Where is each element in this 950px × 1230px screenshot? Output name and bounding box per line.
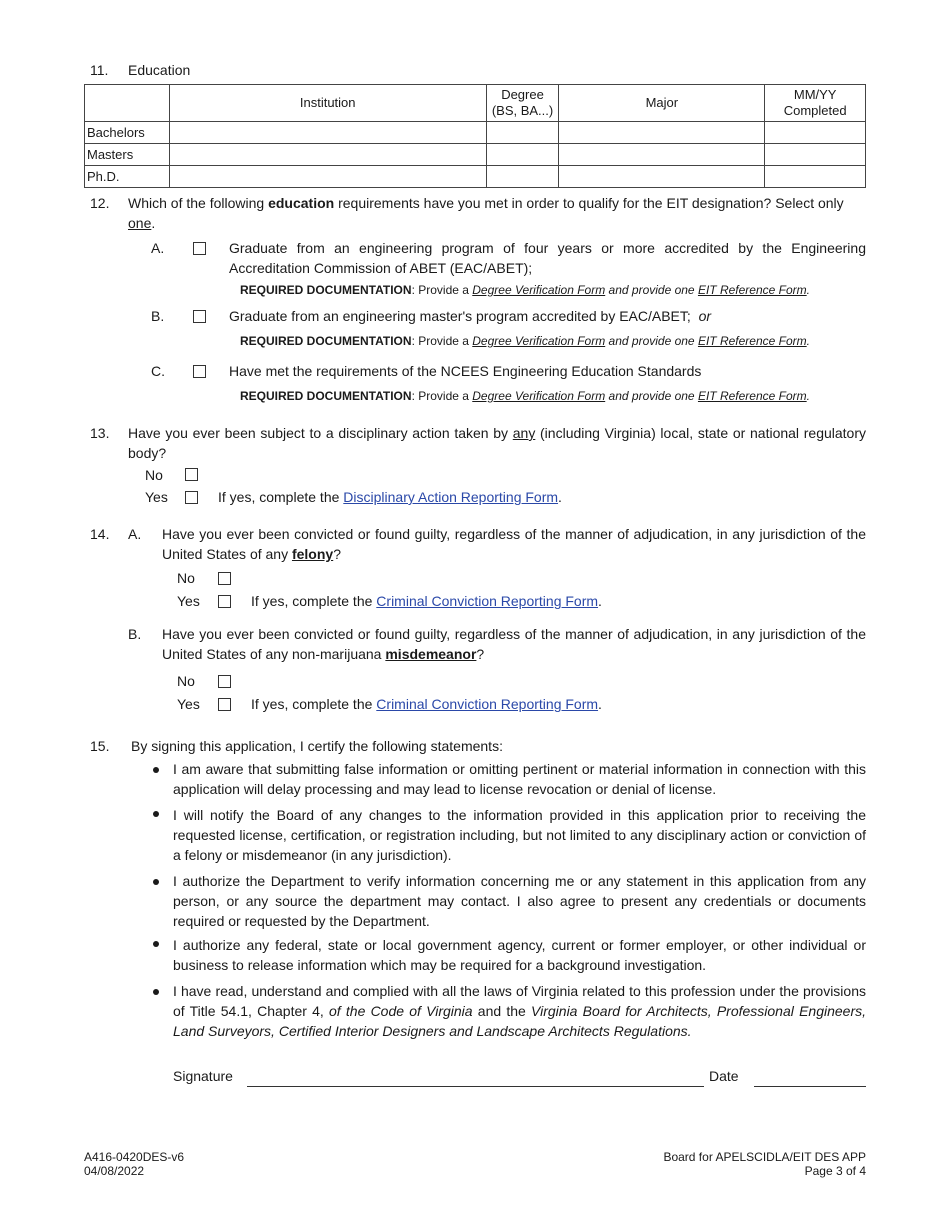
footer-left [84, 1150, 184, 1178]
q13-no-checkbox[interactable] [185, 468, 198, 481]
education-degree-cell[interactable] [486, 166, 559, 188]
q14-a-letter: A. [128, 526, 142, 542]
q15-statement-3: I authorize the Department to verify information concerning me or any statement in this application from any person, or any source the department may contact. I also agree to present any credentials or documents required or requested by the Department. [173, 873, 866, 929]
bullet-dot [153, 879, 159, 885]
q12-option-b-text: Graduate from an engineering master's program accredited by EAC/ABET; or [229, 308, 712, 324]
q12-option-a-text: Graduate from an engineering program of four years or more accredited by the Engineering Accreditation Commission of ABET (EAC/ABET); [229, 240, 866, 276]
q14-a-question: Have you ever been convicted or found guilty, regardless of the manner of adjudication, in any jurisdiction of the United States of any felony? [162, 526, 866, 562]
q13-yes-label: Yes [145, 489, 168, 505]
q14-b-if-yes: If yes, complete the Criminal Conviction Reporting Form. [251, 696, 602, 712]
q14-a-yes-label: Yes [177, 593, 200, 609]
form-date: 04/08/2022 [84, 1164, 145, 1178]
q12-option-b-checkbox[interactable] [193, 310, 206, 323]
signature-label: Signature [173, 1068, 233, 1084]
education-row-label: Masters [85, 144, 170, 166]
q12-option-b-doc: REQUIRED DOCUMENTATION: Provide a Degree Verification Form and provide one EIT Reference Form. [240, 334, 810, 348]
q15-intro: By signing this application, I certify the following statements: [131, 738, 503, 754]
q12-option-a-letter: A. [151, 240, 165, 256]
q13-question: Have you ever been subject to a disciplinary action taken by any (including Virginia) local, state or national regulatory body? [128, 425, 866, 461]
q15-number: 15. [90, 738, 110, 754]
q11-title: Education [128, 62, 191, 78]
education-table [84, 84, 866, 188]
education-completed-cell[interactable] [765, 144, 866, 166]
bullet-dot [153, 767, 159, 773]
date-label: Date [709, 1068, 739, 1084]
education-major-cell[interactable] [559, 122, 765, 144]
q12-option-c-doc: REQUIRED DOCUMENTATION: Provide a Degree Verification Form and provide one EIT Reference Form. [240, 389, 810, 403]
disciplinary-action-form-link[interactable]: Disciplinary Action Reporting Form [343, 489, 559, 505]
education-degree-cell[interactable] [486, 122, 559, 144]
education-row-phd [85, 166, 866, 188]
education-institution-cell[interactable] [169, 144, 486, 166]
education-row-label: Ph.D. [85, 166, 170, 188]
q13-yes-checkbox[interactable] [185, 491, 198, 504]
q12-option-c-letter: C. [151, 363, 165, 379]
education-header-institution: Institution [169, 85, 486, 122]
education-completed-cell[interactable] [765, 122, 866, 144]
education-institution-cell[interactable] [169, 122, 486, 144]
q13-number: 13. [90, 425, 110, 441]
education-row-masters [85, 144, 866, 166]
date-line[interactable] [754, 1086, 866, 1087]
education-institution-cell[interactable] [169, 166, 486, 188]
q14-b-no-checkbox[interactable] [218, 675, 231, 688]
q13-if-yes: If yes, complete the Disciplinary Action Reporting Form. [218, 489, 562, 505]
q11-number: 11. [90, 62, 109, 78]
footer-right [566, 1150, 866, 1178]
education-header-major: Major [559, 85, 765, 122]
criminal-conviction-form-link[interactable]: Criminal Conviction Reporting Form [376, 696, 599, 712]
q12-option-c-checkbox[interactable] [193, 365, 206, 378]
q15-statement-2: I will notify the Board of any changes to the information provided in this application prior to receiving the requested license, certification, or registration including, but not limited to any disciplinary action or conviction of a felony or misdemeanor (in any jurisdiction). [173, 807, 866, 863]
q14-b-yes-checkbox[interactable] [218, 698, 231, 711]
education-row-bachelors [85, 122, 866, 144]
form-code: A416-0420DES-v6 [84, 1150, 185, 1164]
q12-number: 12. [90, 195, 110, 211]
q14-a-yes-checkbox[interactable] [218, 595, 231, 608]
q14-a-no-checkbox[interactable] [218, 572, 231, 585]
education-header-degree: Degree (BS, BA...) [486, 85, 559, 122]
education-header-completed: MM/YY Completed [765, 85, 866, 122]
signature-line[interactable] [247, 1086, 704, 1087]
education-major-cell[interactable] [559, 144, 765, 166]
q12-option-c-text: Have met the requirements of the NCEES Engineering Education Standards [229, 363, 702, 379]
q12-option-a-doc: REQUIRED DOCUMENTATION: Provide a Degree Verification Form and provide one EIT Reference Form. [240, 283, 810, 297]
q13-no-label: No [145, 467, 163, 483]
q12-option-a-checkbox[interactable] [193, 242, 206, 255]
q14-b-no-label: No [177, 673, 195, 689]
board-name: Board for APELSCIDLA/EIT DES APP [663, 1150, 866, 1164]
q14-a-no-label: No [177, 570, 195, 586]
criminal-conviction-form-link[interactable]: Criminal Conviction Reporting Form [376, 593, 599, 609]
q15-statement-4: I authorize any federal, state or local government agency, current or former employer, or other individual or business to release information which may be required for a background investigation. [173, 937, 866, 973]
q14-b-question: Have you ever been convicted or found guilty, regardless of the manner of adjudication, in any jurisdiction of the United States of any non-marijuana misdemeanor? [162, 626, 866, 662]
q14-a-if-yes: If yes, complete the Criminal Conviction Reporting Form. [251, 593, 602, 609]
education-major-cell[interactable] [559, 166, 765, 188]
education-completed-cell[interactable] [765, 166, 866, 188]
q14-b-letter: B. [128, 626, 142, 642]
q12-question: Which of the following education requirements have you met in order to qualify for the EIT designation? Select only one. [128, 195, 844, 231]
q14-b-yes-label: Yes [177, 696, 200, 712]
education-degree-cell[interactable] [486, 144, 559, 166]
bullet-dot [153, 941, 159, 947]
q15-statement-5: I have read, understand and complied with all the laws of Virginia related to this profession under the provisions of Title 54.1, Chapter 4, of the Code of Virginia and the Virginia Board for Architects, Professional Engineers, Land Surveyors, Certified Interior Designers and Landscape Architects Regulations. [173, 983, 867, 1039]
q14-number: 14. [90, 526, 110, 542]
page-number: Page 3 of 4 [804, 1164, 866, 1178]
education-header-blank [85, 85, 170, 122]
bullet-dot [153, 989, 159, 995]
education-row-label: Bachelors [85, 122, 170, 144]
q15-statement-1: I am aware that submitting false information or omitting pertinent or material information in connection with this application will delay processing and may lead to license revocation or denial of license. [173, 761, 866, 797]
q12-option-b-letter: B. [151, 308, 165, 324]
bullet-dot [153, 811, 159, 817]
education-header-row [85, 85, 866, 122]
